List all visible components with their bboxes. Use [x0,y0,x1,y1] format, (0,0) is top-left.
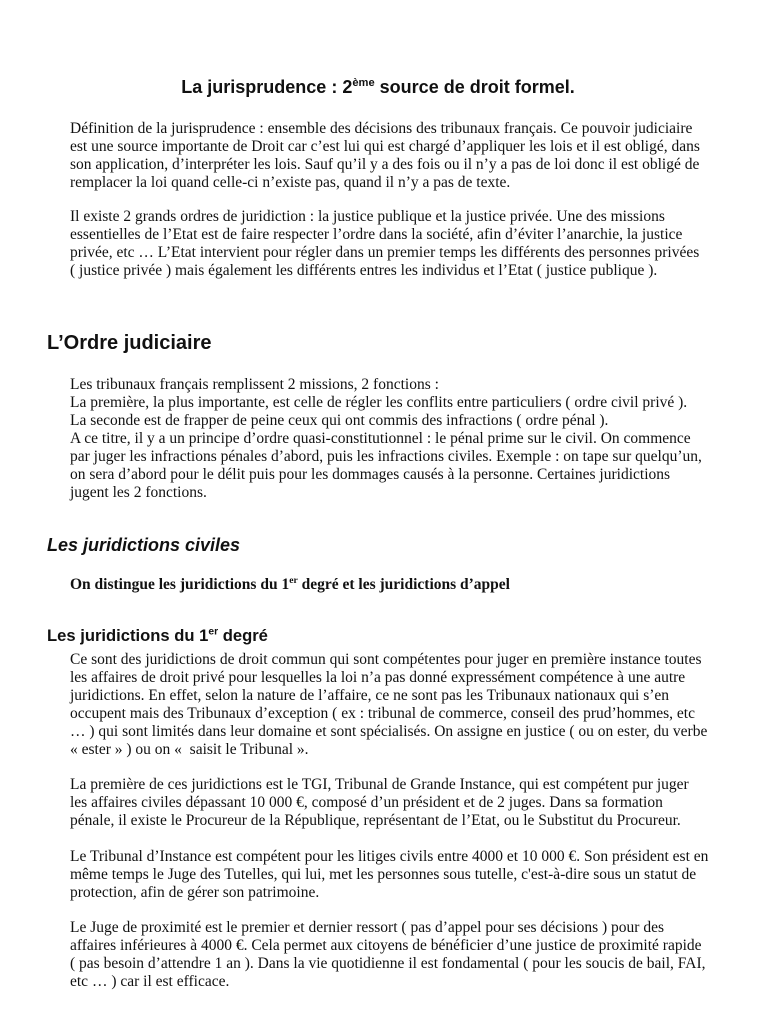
text-line: La première de ces juridictions est le TGI, Tribunal de Grande Instance, qui est compétent pur juger [70,776,689,793]
text-line: Il existe 2 grands ordres de juridiction : la justice publique et la justice privée. Une des missions [70,208,665,225]
distinction-superscript: er [289,574,298,586]
text-line: Ce sont des juridictions de droit commun qui sont compétentes pour juger en première instance toutes [70,651,702,668]
subsection-heading-juridictions-civiles: Les juridictions civiles [47,535,241,555]
text-line: protection, afin de gérer son patrimoine. [70,884,320,901]
title-text-end: source de droit formel. [374,77,575,97]
heading-text-end: degré [218,626,268,645]
section-heading-ordre-judiciaire: L’Ordre judiciaire [47,332,212,354]
heading-text: Les juridictions du 1 [47,626,209,645]
text-line: son application, d’interpréter les lois. Sauf qu’il y a des fois ou il n’y a pas de loi donc il est obligé de [70,156,700,173]
premier-degre-paragraph-1 [70,651,707,759]
distinction-statement [70,576,510,594]
text-line: ( justice privée ) mais également les différents entres les individus et l’Etat ( justice publique ). [70,262,658,279]
title-text: La jurisprudence : 2 [181,77,353,97]
premier-degre-paragraph-2 [70,776,689,830]
title-superscript: ème [352,77,375,89]
ordre-judiciaire-paragraph [70,376,702,502]
heading-superscript: er [208,626,219,638]
text-line: La première, la plus importante, est celle de régler les conflits entre particuliers ( ordre civil privé ). [70,394,688,411]
text-line: on sera d’abord pour le délit puis pour les dommages causés à la personne. Certaines juridictions [70,466,671,483]
text-line: les affaires de droit privé pour lesquelles la loi n’a pas donné expressément compétence à une autre [70,669,686,686]
text-line: pénale, il existe le Procureur de la République, représentant de l’Etat, ou le Substitut du Procureur. [70,812,681,829]
text-line: affaires inférieures à 4000 €. Cela permet aux citoyens de bénéficier d’une justice de proximité rapide [70,937,702,954]
text-line: occupent mais des Tribunaux d’exception ( ex : tribunal de commerce, conseil des prud’hommes, etc [70,705,695,722]
premier-degre-paragraph-3 [70,848,708,902]
intro-paragraph-2 [70,208,699,280]
page-title [0,76,756,98]
text-line: … ) qui sont limités dans leur domaine et sont spécialisés. On assigne en justice ( ou on ester, du verbe [70,723,708,740]
text-line: ( pas besoin d’attendre 1 an ). Dans la vie quotidienne il est fondamental ( pour les soucis de bail, FAI, [70,955,706,972]
text-line: par juger les infractions pénales d’abord, puis les infractions civiles. Exemple : on tape sur quelqu’un, [70,448,702,465]
text-line: essentielles de l’Etat est de faire respecter l’ordre dans la société, afin d’éviter l’anarchie, la justice [70,226,683,243]
text-line: Le Juge de proximité est le premier et dernier ressort ( pas d’appel pour ses décisions ) pour des [70,919,664,936]
subsection-heading-premier-degre [47,626,268,646]
text-line: jugent les 2 fonctions. [70,484,207,501]
text-line: Les tribunaux français remplissent 2 missions, 2 fonctions : [70,376,439,393]
text-line: A ce titre, il y a un principe d’ordre quasi-constitutionnel : le pénal prime sur le civil. On commence [70,430,691,447]
text-line: etc … ) car il est efficace. [70,973,230,990]
text-line: Définition de la jurisprudence : ensemble des décisions des tribunaux français. Ce pouvoir judiciaire [70,120,693,137]
distinction-text: On distingue les juridictions du 1 [70,576,290,593]
text-line: même temps le Juge des Tutelles, qui lui, met les personnes sous tutelle, c'est-à-dire sous un statut de [70,866,697,883]
distinction-text-end: degré et les juridictions d’appel [297,576,510,593]
text-line: remplacer la loi quand celle-ci n’existe pas, quand il n’y a pas de texte. [70,174,511,191]
text-line: privée, etc … L’Etat intervient pour régler dans un premier temps les différents des personnes privées [70,244,700,261]
text-line: juridictions. En effet, selon la nature de l’affaire, ce ne sont pas les Tribunaux nationaux qui s’en [70,687,670,704]
text-line: « ester » ) ou on « saisit le Tribunal ». [70,741,309,758]
text-line: La seconde est de frapper de peine ceux qui ont commis des infractions ( ordre pénal ). [70,412,609,429]
premier-degre-paragraph-4 [70,919,705,991]
intro-paragraph-1 [70,120,700,192]
text-line: est une source importante de Droit car c’est lui qui est chargé d’appliquer les lois et il est obligé, dans [70,138,700,155]
text-line: Le Tribunal d’Instance est compétent pour les litiges civils entre 4000 et 10 000 €. Son président est en [70,848,709,865]
text-line: les affaires civiles dépassant 10 000 €, composé d’un président et de 2 juges. Dans sa formation [70,794,663,811]
